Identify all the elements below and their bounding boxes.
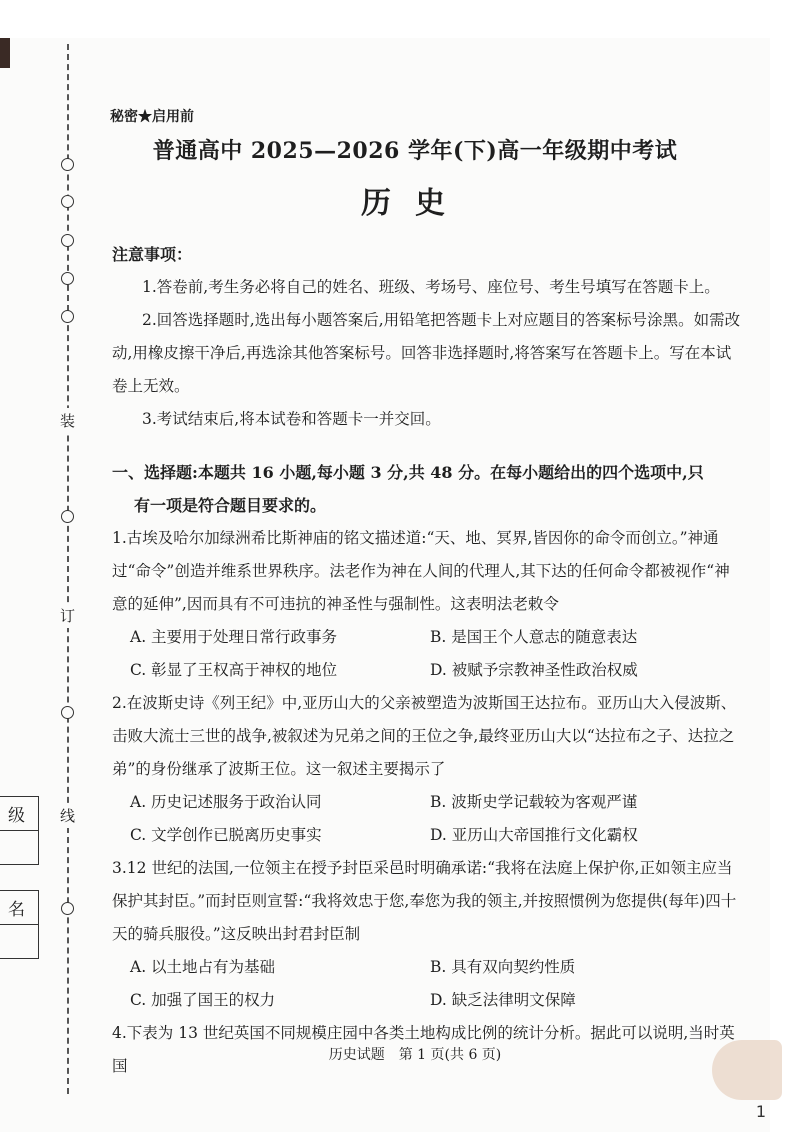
option-b[interactable]: B. 波斯史学记载较为客观严谨 [430,793,638,811]
binding-hole [61,195,74,208]
question-options [112,951,742,1017]
question-stem: 2.在波斯史诗《列王纪》中,亚历山大的父亲被塑造为波斯国王达拉布。亚历山大入侵波斯、击败大流士三世的战争,被叙述为兄弟之间的王位之争,最终亚历山大以“达拉布之子、达拉之弟”的身份继承了波斯王位。这一叙述主要揭示了 [112,694,737,778]
question-stem: 3.12 世纪的法国,一位领主在授予封臣采邑时明确承诺:“我将在法庭上保护你,正如领主应当保护其封臣。”而封臣则宣誓:“我将效忠于您,奉您为我的领主,并按照惯例为您提供(每年)四十天的骑兵服役。”这反映出封君封臣制 [112,859,737,943]
secret-label: 秘密★启用前 [110,109,194,125]
notice-item: 3.考试结束后,将本试卷和答题卡一并交回。 [142,410,441,428]
question-options [112,621,742,687]
binding-hole [61,272,74,285]
binding-char-zhuang: 装 [60,408,75,433]
binding-hole [61,158,74,171]
option-c[interactable]: C. 加强了国王的权力 [130,991,276,1009]
binding-hole [61,706,74,719]
page-number: 1 [755,1102,766,1121]
paper-corner-shadow [0,38,10,68]
exam-title: 普通高中 2025—2026 学年(下)高一年级期中考试 [152,138,678,164]
class-box [0,796,39,865]
option-d[interactable]: D. 缺乏法律明文保障 [430,991,576,1009]
question-3 [112,852,742,1017]
question-stem: 1.古埃及哈尔加绿洲希比斯神庙的铭文描述道:“天、地、冥界,皆因你的命令而创立。”神通过“命令”创造并维系世界秩序。法老作为神在人间的代理人,其下达的任何命令都被视作“神意的延伸”,因而具有不可违抗的神圣性与强制性。这表明法老敕令 [112,529,730,613]
option-a[interactable]: A. 主要用于处理日常行政事务 [130,628,338,646]
option-c[interactable]: C. 彰显了王权高于神权的地位 [130,661,338,679]
question-1 [112,522,742,687]
class-field[interactable] [0,831,38,864]
section-heading-cont: 有一项是符合题目要求的。 [134,496,327,515]
question-2 [112,687,742,852]
question-options [112,786,742,852]
notice-section [112,238,742,436]
option-b[interactable]: B. 具有双向契约性质 [430,958,576,976]
name-box [0,890,39,959]
notice-item: 1.答卷前,考生务必将自己的姓名、班级、考场号、座位号、考生号填写在答题卡上。 [142,278,720,296]
page-footer: 历史试题 第 1 页(共 6 页) [328,1047,502,1063]
option-c[interactable]: C. 文学创作已脱离历史事实 [130,826,322,844]
option-a[interactable]: A. 以土地占有为基础 [130,958,276,976]
section-heading: 一、选择题:本题共 16 小题,每小题 3 分,共 48 分。在每小题给出的四个选项中,只 [112,463,704,482]
binding-char-xian: 线 [60,803,75,828]
option-d[interactable]: D. 亚历山大帝国推行文化霸权 [430,826,638,844]
binding-char-ding: 订 [60,603,75,628]
notice-title: 注意事项： [112,245,193,264]
binding-hole [61,902,74,915]
subject-title: 历史 [361,186,469,221]
option-d[interactable]: D. 被赋予宗教神圣性政治权威 [430,661,638,679]
question-stem: 4.下表为 13 世纪英国不同规模庄园中各类土地构成比例的统计分析。据此可以说明,当时英国 [112,1024,735,1075]
choice-section [112,456,742,1083]
option-b[interactable]: B. 是国王个人意志的随意表达 [430,628,638,646]
binding-hole [61,310,74,323]
binding-hole [61,510,74,523]
notice-item: 2.回答选择题时,选出每小题答案后,用铅笔把答题卡上对应题目的答案标号涂黑。如需改动,用橡皮擦干净后,再选涂其他答案标号。回答非选择题时,将答案写在答题卡上。写在本试卷上无效。 [112,311,741,395]
name-label: 名 [8,900,25,920]
option-a[interactable]: A. 历史记述服务于政治认同 [130,793,322,811]
name-field[interactable] [0,925,38,958]
class-label: 级 [8,806,25,826]
binding-hole [61,234,74,247]
